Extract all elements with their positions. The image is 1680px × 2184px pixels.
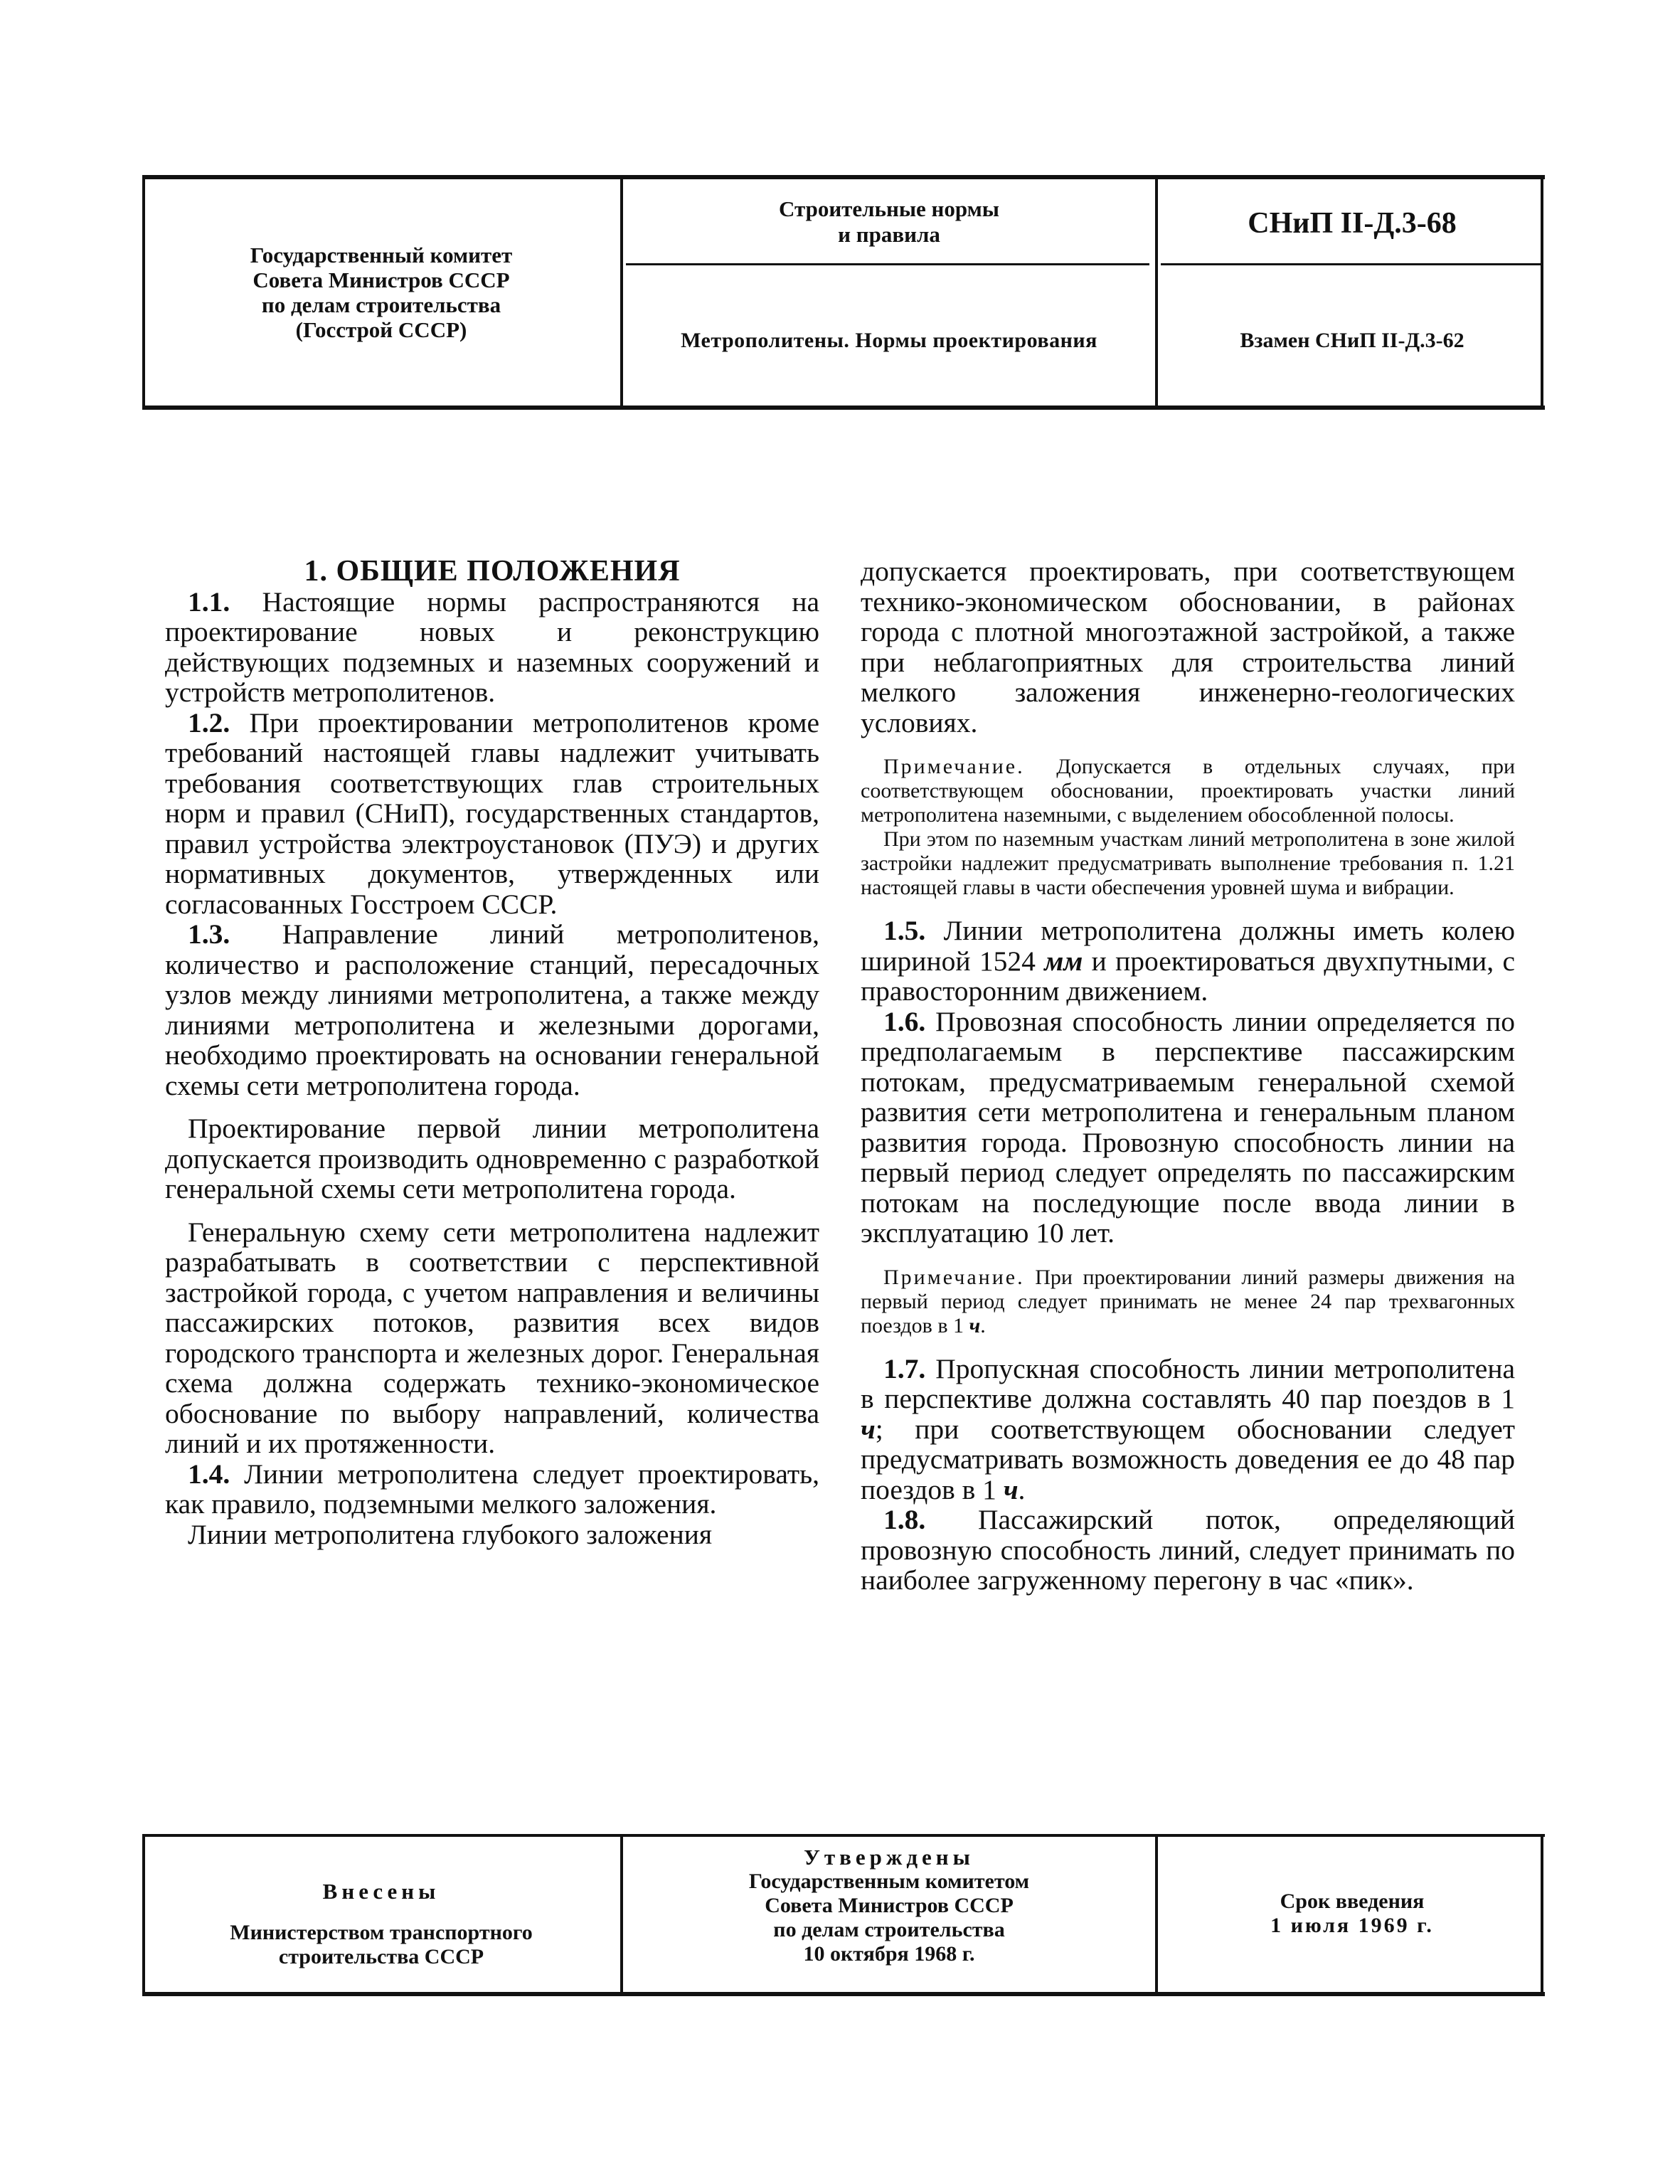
effective-label: Срок введения [1280,1889,1425,1913]
approved-date: 10 октября 1968 г. [803,1942,975,1966]
paragraph-number: 1.1. [188,585,230,617]
unit-text: ч [861,1413,876,1445]
note-label: Примечание. [883,755,1025,778]
paragraph-text: Пассажирский поток, определяющий провозную способность линий, следует принимать по наиболее загруженному перегону в час «пик». [861,1504,1515,1596]
paragraph-text: Настоящие нормы распространяются на проектирование новых и реконструкцию действующих подземных и наземных сооружений и устройств метрополитенов. [165,585,819,708]
note-text: . [980,1313,986,1337]
paragraph-text: Пропускная способность линии метрополитена в перспективе должна составлять 40 пар поездов в 1 [861,1352,1515,1414]
submitted-line: Министерством транспортного [230,1921,533,1944]
paragraph-text: При проектировании метрополитенов кроме требований настоящей главы надлежит учитывать требования соответствующих глав строительных норм и правил (СНиП), государственных стандартов, правил устройства электроустановок (ПУЭ) и других нормативных документов, утвержденных или согласованных Госстроем СССР. [165,706,819,920]
paragraph-1-2 [165,708,819,920]
approved-line: Совета Министров СССР [765,1894,1014,1917]
paragraph-number: 1.4. [188,1458,230,1490]
table-divider [626,263,1149,265]
paragraph-1-4 [165,1459,819,1520]
paragraph-1-6 [861,1007,1515,1249]
unit-text: ч [1003,1473,1019,1505]
document-code: СНиП II-Д.3-68 [1248,207,1457,240]
paragraph-text: и проектироваться двухпутными, с правосторонним движением. [861,945,1515,1007]
document-subject: Метрополитены. Нормы проектирования [681,329,1097,352]
paragraph-text: . [1018,1473,1026,1505]
committee-line: Государственный комитет [250,243,513,267]
paragraph-1-1 [165,587,819,708]
header-table [142,175,1545,410]
paragraph-1-8 [861,1505,1515,1596]
paragraph-text: Линии метрополитена должны иметь колею шириной 1524 [861,915,1515,977]
paragraph-text: Провозная способность линии определяется по предполагаемым в перспективе пассажирским потокам, предусматриваемым генеральной схемой развития сети метрополитена и генеральным планом развития города. Провозную способность линии на первый период следует определять по пассажирским потокам на последующие после ввода линии в эксплуатацию 10 лет. [861,1005,1515,1249]
paragraph-number: 1.5. [883,915,926,946]
note-text: При проектировании линий размеры движения на первый период следует принимать не менее 24 пар трехвагонных поездов в 1 [861,1265,1515,1337]
table-divider [1155,1837,1158,1992]
committee-line: Совета Министров СССР [252,267,510,292]
paragraph-number: 1.2. [188,706,230,738]
table-divider [620,1837,623,1992]
paragraph-1-5 [861,916,1515,1007]
table-divider [1161,263,1541,265]
paragraph-text: Направление линий метрополитенов, количество и расположение станций, пересадочных узлов между линиями метрополитена, а также между линиями метрополитена и железными дорогами, необходимо проектировать на основании генеральной схемы сети метрополитена города. [165,918,819,1101]
submitted-label: Внесены [322,1879,440,1904]
note-1 [861,755,1515,827]
footer-table [142,1834,1545,1996]
paragraph-text: Линии метрополитена следует проектировать, как правило, подземными мелкого заложения. [165,1458,819,1520]
issuing-committee [142,179,620,405]
note-1-b: При этом по наземным участкам линий метрополитена в зоне жилой застройки надлежит предусматривать выполнение требования п. 1.21 настоящей главы в части обеспечения уровней шума и вибрации. [861,827,1515,899]
unit-text: ч [969,1313,981,1337]
norms-title-line: и правила [838,222,940,247]
submitted-by [142,1880,620,1969]
effective-date: 1 июля 1969 г. [1270,1914,1434,1937]
effective-date-block [1159,1889,1545,1938]
submitted-line: строительства СССР [278,1945,484,1968]
paragraph-1-4-cont: допускается проектировать, при соответствующем технико-экономическом обосновании, в районах города с плотной многоэтажной застройкой, а также при неблагоприятных для строительства линий мелкого заложения инженерно-геологических условиях. [861,556,1515,738]
committee-line: по делам строительства [261,292,501,317]
paragraph-number: 1.7. [883,1352,926,1384]
paragraph-number: 1.6. [883,1005,926,1037]
replaces-note: Взамен СНиП II-Д.3-62 [1240,329,1464,352]
unit-text: мм [1044,945,1083,977]
table-divider [1155,179,1158,405]
paragraph-1-3-c: Генеральную схему сети метрополитена надлежит разрабатывать в соответствии с перспективной застройкой города, с учетом направления и величины пассажирских потоков, развития всех видов городского транспорта и железных дорог. Генеральная схема должна содержать технико-экономическое обоснование по выбору направлений, количества линий и их протяженности. [165,1216,819,1459]
note-label: Примечание. [883,1265,1025,1289]
left-column [165,556,819,1549]
table-divider [620,179,623,405]
approved-line: по делам строительства [773,1918,1005,1941]
section-title: 1. ОБЩИЕ ПОЛОЖЕНИЯ [304,555,681,588]
note-text: Допускается в отдельных случаях, при соответствующем обосновании, проектировать участки линий метрополитена наземными, с выделением обособленной полосы. [861,755,1515,827]
norms-title-line: Строительные нормы [779,196,999,221]
note-2 [861,1266,1515,1338]
paragraph-1-7 [861,1354,1515,1505]
approved-by [626,1845,1152,1966]
paragraph-text: ; при соответствующем обосновании следует предусматривать возможность доведения ее до 48 пар поездов в 1 [861,1413,1515,1505]
paragraph-number: 1.3. [188,918,230,950]
paragraph-1-3 [165,919,819,1101]
approved-line: Государственным комитетом [748,1870,1030,1893]
approved-label: Утверждены [804,1845,974,1870]
right-column [861,556,1515,1596]
norms-title [626,196,1152,248]
paragraph-1-3-b: Проектирование первой линии метрополитена допускается производить одновременно с разработкой генеральной схемы сети метрополитена города. [165,1113,819,1204]
paragraph-1-4-b: Линии метрополитена глубокого заложения [188,1518,713,1550]
committee-line: (Госстрой СССР) [295,317,467,342]
paragraph-number: 1.8. [883,1504,926,1535]
